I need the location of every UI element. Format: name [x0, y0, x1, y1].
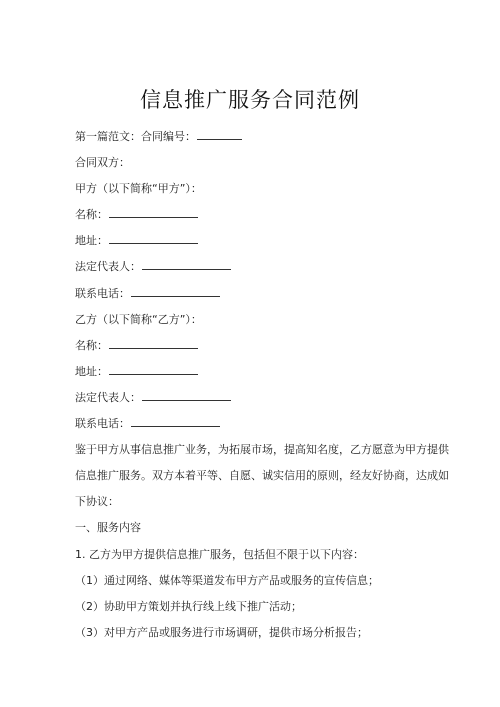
fill-in-blank	[109, 231, 198, 244]
fill-in-blank	[142, 388, 231, 401]
line-text: 名称：	[75, 208, 108, 222]
party-b-address-line	[75, 362, 435, 388]
line-text: 联系电话：	[75, 286, 130, 300]
fill-in-blank	[142, 257, 231, 270]
party-a-address-line	[75, 231, 435, 257]
line-text: 第一篇范文：合同编号：	[75, 130, 196, 143]
line-text: 地址：	[75, 234, 108, 248]
fill-in-blank	[197, 127, 242, 140]
preamble-line-2	[75, 466, 449, 492]
clause-1	[75, 545, 435, 571]
line-text: 1. 乙方为甲方提供信息推广服务，包括但不限于以下内容：	[75, 547, 364, 561]
line-text: 信息推广服务。双方本着平等、自愿、诚实信用的原则，经友好协商，达成如	[75, 469, 449, 483]
line-text: 名称：	[75, 338, 108, 352]
line-text: （3）对甲方产品或服务进行市场调研，提供市场分析报告；	[75, 625, 368, 639]
fill-in-blank	[131, 414, 220, 427]
document-title: 信息推广服务合同范例	[140, 88, 360, 112]
fill-in-blank	[109, 362, 198, 375]
party-a-representative-line	[75, 257, 435, 283]
line-text: 鉴于甲方从事信息推广业务，为拓展市场，提高知名度，乙方愿意为甲方提供	[75, 443, 449, 457]
party-b-representative-line	[75, 388, 435, 414]
document-body	[75, 127, 449, 649]
party-b-name-line	[75, 336, 435, 362]
party-a-name-line	[75, 205, 435, 231]
fill-in-blank	[131, 284, 220, 297]
party-b-heading	[75, 310, 435, 336]
line-text: 乙方（以下简称“乙方”）：	[75, 312, 202, 326]
line-text: 一、服务内容	[75, 521, 141, 535]
section-heading-service-content	[75, 518, 435, 544]
line-text: 联系电话：	[75, 417, 130, 431]
party-b-phone-line	[75, 414, 435, 440]
line-text: 法定代表人：	[75, 260, 141, 274]
party-a-heading	[75, 179, 435, 205]
line-text: 下协议：	[75, 495, 119, 509]
preamble-line-1	[75, 440, 449, 466]
line-text: 地址：	[75, 364, 108, 378]
line-text: 法定代表人：	[75, 390, 141, 404]
line-text: 合同双方：	[75, 156, 130, 170]
line-text: （2）协助甲方策划并执行线上线下推广活动；	[75, 599, 302, 613]
clause-1-item-2	[75, 597, 435, 623]
fill-in-blank	[109, 205, 198, 218]
clause-1-item-3	[75, 623, 435, 649]
line-text: 甲方（以下简称“甲方”）：	[75, 182, 202, 196]
fill-in-blank	[109, 336, 198, 349]
line-text: （1）通过网络、媒体等渠道发布甲方产品或服务的宣传信息；	[75, 573, 379, 587]
preamble-line-3	[75, 492, 435, 518]
contract-number-line	[75, 127, 435, 153]
party-a-phone-line	[75, 284, 435, 310]
clause-1-item-1	[75, 571, 435, 597]
parties-heading	[75, 153, 435, 179]
